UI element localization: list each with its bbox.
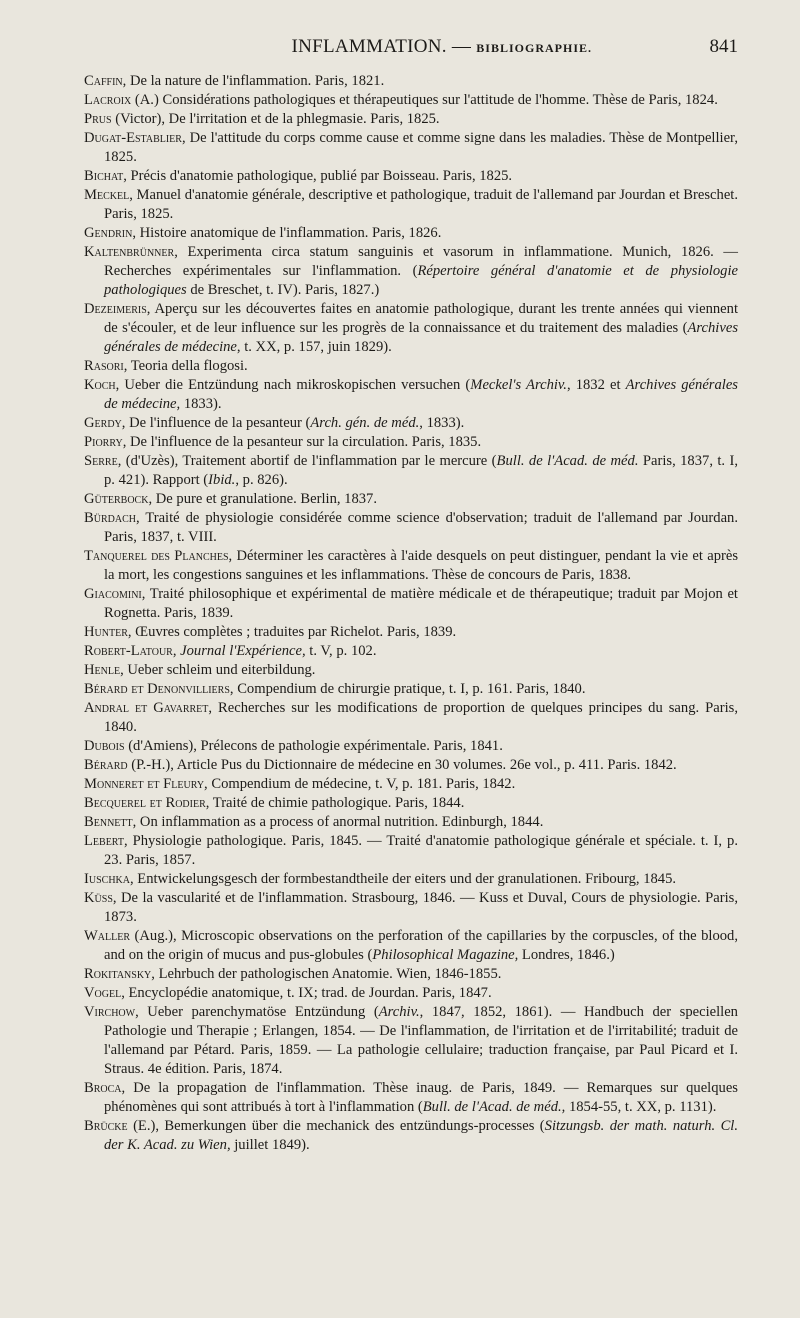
bibliography-entry bbox=[84, 452, 738, 490]
entry-text: (Aug.), Microscopic observations on the perforation of the capillaries by the corpuscles, of the blood, and on the origin of mucus and pus-globules ( bbox=[104, 928, 738, 963]
entry-text: 1833). bbox=[180, 396, 222, 412]
entry-author: Piorry bbox=[84, 434, 123, 450]
entry-author: Robert-Latour bbox=[84, 643, 173, 659]
entry-text: , Recherches sur les modifications de proportion de quelques principes du sang. Paris, 1840. bbox=[104, 700, 738, 735]
bibliography-entry bbox=[84, 642, 738, 661]
bibliography-entry bbox=[84, 224, 738, 243]
entry-text: , (d'Uzès), Traitement abortif de l'inflammation par le mercure ( bbox=[117, 453, 497, 469]
bibliography-entry bbox=[84, 870, 738, 889]
entry-italic-title: Archives générales de médecine, bbox=[104, 377, 738, 412]
entry-text: , Ueber parenchymatöse Entzündung ( bbox=[135, 1004, 379, 1020]
entry-author: Güterbock bbox=[84, 491, 149, 507]
bibliography-entry bbox=[84, 756, 738, 775]
bibliography-entry bbox=[84, 623, 738, 642]
entry-author: Koch bbox=[84, 377, 116, 393]
entry-text: , Aperçu sur les découvertes faites en anatomie pathologique, durant les trente années qui viennent de s'écouler, et de leur influence sur les progrès de la connaissance et du traitement des maladies ( bbox=[104, 301, 738, 336]
bibliography-entry bbox=[84, 376, 738, 414]
bibliography-entry bbox=[84, 680, 738, 699]
entry-text: , Histoire anatomique de l'inflammation. Paris, 1826. bbox=[132, 225, 442, 241]
page-title bbox=[84, 36, 710, 58]
entry-text: , De l'influence de la pesanteur ( bbox=[121, 415, 311, 431]
entry-author: Andral et Gavarret bbox=[84, 700, 209, 716]
entry-text: , Traité de physiologie considérée comme science d'observation; traduit de l'allemand par Jourdan. Paris, 1837, t. VIII. bbox=[104, 510, 738, 545]
entry-author: Serre bbox=[84, 453, 118, 469]
entry-italic-title: Archives générales de médecine bbox=[104, 320, 738, 355]
entry-text: Paris, 1837, t. I, p. 421). Rapport ( bbox=[104, 453, 739, 488]
entry-italic-title: Ibid. bbox=[208, 472, 236, 488]
entry-text: Londres, 1846.) bbox=[518, 947, 615, 963]
entry-text: , Œuvres complètes ; traduites par Richelot. Paris, 1839. bbox=[127, 624, 457, 640]
bibliography-entry bbox=[84, 1003, 738, 1079]
entry-italic-title: Arch. gén. de méd. bbox=[310, 415, 420, 431]
entry-text: , De pure et granulatione. Berlin, 1837. bbox=[148, 491, 378, 507]
entry-text: , Déterminer les caractères à l'aide desquels on peut distinguer, pendant la vie et après la mort, les congestions sanguines et les inflammations. Thèse de concours de Paris, 1838. bbox=[104, 548, 739, 583]
bibliography-list bbox=[84, 72, 738, 1155]
entry-author: Kaltenbrünner bbox=[84, 244, 175, 260]
entry-italic-title: Sitzungsb. der math. naturh. Cl. der K. Acad. zu Wien, bbox=[104, 1118, 739, 1153]
entry-author: Gendrin bbox=[84, 225, 133, 241]
bibliography-entry bbox=[84, 794, 738, 813]
entry-author: Bennett bbox=[84, 814, 133, 830]
bibliography-entry bbox=[84, 775, 738, 794]
entry-text: , Traité philosophique et expérimental de matière médicale et de thérapeutique; traduit par Mojon et Rognetta. Paris, 1839. bbox=[104, 586, 738, 621]
entry-text: de Breschet, t. IV). Paris, 1827.) bbox=[186, 282, 380, 298]
entry-text: (Victor), De l'irritation et de la phlegmasie. Paris, 1825. bbox=[111, 111, 440, 127]
entry-author: Brücke bbox=[84, 1118, 128, 1134]
bibliography-entry bbox=[84, 1117, 738, 1155]
bibliography-entry bbox=[84, 167, 738, 186]
entry-text: , 1847, 1852, 1861). — Handbuch der speciellen Pathologie und Therapie ; Erlangen, 1854. — De l'inflammation, de l'irritation et de l'irritabilité; traduit de l'allemand par Pétard. Paris, 1859. — La pathologie cellulaire; traduction française, par Paul Picard et I. Straus. 4e édition. Paris, 1874. bbox=[104, 1004, 738, 1077]
bibliography-entry bbox=[84, 509, 738, 547]
entry-author: Monneret et Fleury bbox=[84, 776, 205, 792]
bibliography-entry bbox=[84, 490, 738, 509]
entry-author: Lacroix bbox=[84, 92, 132, 108]
entry-text: (P.-H.), Article Pus du Dictionnaire de médecine en 30 volumes. 26e vol., p. 411. Paris. 1842. bbox=[127, 757, 677, 773]
page-number: 841 bbox=[709, 36, 738, 57]
entry-author: Rasori bbox=[84, 358, 124, 374]
entry-text: , Physiologie pathologique. Paris, 1845. — Traité d'anatomie pathologique générale et spéciale. t. I, p. 23. Paris, 1857. bbox=[104, 833, 738, 868]
entry-italic-title: Bull. de l'Acad. de méd. bbox=[496, 453, 639, 469]
entry-text: , De l'influence de la pesanteur sur la circulation. Paris, 1835. bbox=[122, 434, 482, 450]
bibliography-entry bbox=[84, 737, 738, 756]
entry-italic-title: Meckel's Archiv. bbox=[470, 377, 567, 393]
bibliography-entry bbox=[84, 300, 738, 357]
entry-text: , Ueber schleim und eiterbildung. bbox=[120, 662, 316, 678]
entry-text: , Compendium de médecine, t. V, p. 181. Paris, 1842. bbox=[204, 776, 516, 792]
bibliography-entry bbox=[84, 186, 738, 224]
bibliography-entry bbox=[84, 357, 738, 376]
entry-italic-title: Répertoire général d'anatomie et de physiologie pathologiques bbox=[104, 263, 738, 298]
entry-text: (A.) Considérations pathologiques et thérapeutiques sur l'attitude de l'homme. Thèse de Paris, 1824. bbox=[131, 92, 718, 108]
running-header bbox=[84, 36, 738, 66]
entry-author: Meckel bbox=[84, 187, 130, 203]
entry-author: Rokitansky bbox=[84, 966, 152, 982]
entry-author: Virchow bbox=[84, 1004, 136, 1020]
bibliography-entry bbox=[84, 433, 738, 452]
entry-italic-title: Philosophical Magazine, bbox=[372, 947, 519, 963]
section-title: INFLAMMATION. bbox=[291, 36, 447, 57]
entry-text: , Encyclopédie anatomique, t. IX; trad. de Jourdan. Paris, 1847. bbox=[121, 985, 492, 1001]
entry-text: , De l'attitude du corps comme cause et comme signe dans les maladies. Thèse de Montpellier, 1825. bbox=[104, 130, 738, 165]
entry-author: Prus bbox=[84, 111, 112, 127]
entry-author: Lebert bbox=[84, 833, 124, 849]
entry-text: , Ueber die Entzündung nach mikroskopischen versuchen ( bbox=[115, 377, 471, 393]
entry-author: Bichat bbox=[84, 168, 124, 184]
entry-author: Vogel bbox=[84, 985, 122, 1001]
entry-text: , 1833). bbox=[419, 415, 465, 431]
entry-author: Iuschka bbox=[84, 871, 130, 887]
entry-author: Broca bbox=[84, 1080, 122, 1096]
bibliography-entry bbox=[84, 414, 738, 433]
entry-italic-title: Archiv. bbox=[378, 1004, 420, 1020]
bibliography-entry bbox=[84, 72, 738, 91]
entry-author: Dezeimeris bbox=[84, 301, 147, 317]
entry-text: , t. XX, p. 157, juin 1829). bbox=[236, 339, 392, 355]
entry-author: Henle bbox=[84, 662, 121, 678]
entry-author: Bérard et Denonvilliers bbox=[84, 681, 230, 697]
entry-author: Tanquerel des Planches bbox=[84, 548, 229, 564]
entry-italic-title: Journal l'Expérience, bbox=[180, 643, 306, 659]
entry-text: , De la vascularité et de l'inflammation. Strasbourg, 1846. — Kuss et Duval, Cours de physiologie. Paris, 1873. bbox=[104, 890, 738, 925]
entry-text: , Entwickelungsgesch der formbestandtheile der eiters und der granulationen. Fribourg, 1845. bbox=[129, 871, 677, 887]
entry-text: juillet 1849). bbox=[230, 1137, 310, 1153]
bibliography-entry bbox=[84, 832, 738, 870]
entry-author: Dubois bbox=[84, 738, 125, 754]
bibliography-entry bbox=[84, 91, 738, 110]
entry-text: , De la nature de l'inflammation. Paris, 1821. bbox=[122, 73, 385, 89]
entry-author: Waller bbox=[84, 928, 130, 944]
entry-text: , On inflammation as a process of anormal nutrition. Edinburgh, 1844. bbox=[132, 814, 544, 830]
bibliography-entry bbox=[84, 129, 738, 167]
entry-author: Becquerel et Rodier bbox=[84, 795, 206, 811]
entry-author: Caffin bbox=[84, 73, 123, 89]
bibliography-entry bbox=[84, 1079, 738, 1117]
bibliography-entry bbox=[84, 965, 738, 984]
bibliography-entry bbox=[84, 547, 738, 585]
bibliography-entry bbox=[84, 110, 738, 129]
bibliography-entry bbox=[84, 661, 738, 680]
entry-text: , Précis d'anatomie pathologique, publié par Boisseau. Paris, 1825. bbox=[123, 168, 513, 184]
section-subtitle: BIBLIOGRAPHIE. bbox=[476, 41, 592, 55]
entry-text: , Manuel d'anatomie générale, descriptive et pathologique, traduit de l'allemand par Jourdan et Breschet. Paris, 1825. bbox=[104, 187, 738, 222]
entry-text: , 1832 et bbox=[566, 377, 626, 393]
entry-text: , p. 826). bbox=[235, 472, 288, 488]
entry-author: Dugat-Establier bbox=[84, 130, 182, 146]
bibliography-entry bbox=[84, 585, 738, 623]
entry-text: , bbox=[172, 643, 181, 659]
bibliography-entry bbox=[84, 243, 738, 300]
entry-text: , Experimenta circa statum sanguinis et vasorum in inflammatione. Munich, 1826. — Recherches expérimentales sur l'inflammation. ( bbox=[104, 244, 738, 279]
entry-text: , Traité de chimie pathologique. Paris, 1844. bbox=[205, 795, 465, 811]
entry-author: Bürdach bbox=[84, 510, 136, 526]
entry-italic-title: Bull. de l'Acad. de méd., bbox=[422, 1099, 566, 1115]
entry-text: (E.), Bemerkungen über die mechanick des entzündungs-processes ( bbox=[127, 1118, 545, 1134]
entry-text: (d'Amiens), Prélecons de pathologie expérimentale. Paris, 1841. bbox=[124, 738, 503, 754]
entry-text: , Lehrbuch der pathologischen Anatomie. Wien, 1846-1855. bbox=[151, 966, 502, 982]
bibliography-entry bbox=[84, 984, 738, 1003]
entry-author: Küss bbox=[84, 890, 113, 906]
entry-author: Hunter bbox=[84, 624, 128, 640]
entry-text: t. V, p. 102. bbox=[305, 643, 377, 659]
entry-text: , Compendium de chirurgie pratique, t. I, p. 161. Paris, 1840. bbox=[229, 681, 586, 697]
entry-text: 1854-55, t. XX, p. 1131). bbox=[565, 1099, 717, 1115]
header-dash: — bbox=[451, 36, 472, 57]
entry-author: Bérard bbox=[84, 757, 128, 773]
entry-text: , De la propagation de l'inflammation. Thèse inaug. de Paris, 1849. — Remarques sur quelques phénomènes qui sont attribués à tort à l'inflammation ( bbox=[104, 1080, 738, 1115]
bibliography-entry bbox=[84, 699, 738, 737]
entry-author: Gerdy bbox=[84, 415, 122, 431]
bibliography-entry bbox=[84, 889, 738, 927]
bibliography-entry bbox=[84, 927, 738, 965]
bibliography-entry bbox=[84, 813, 738, 832]
entry-author: Giacomini bbox=[84, 586, 142, 602]
entry-text: , Teoria della flogosi. bbox=[123, 358, 248, 374]
